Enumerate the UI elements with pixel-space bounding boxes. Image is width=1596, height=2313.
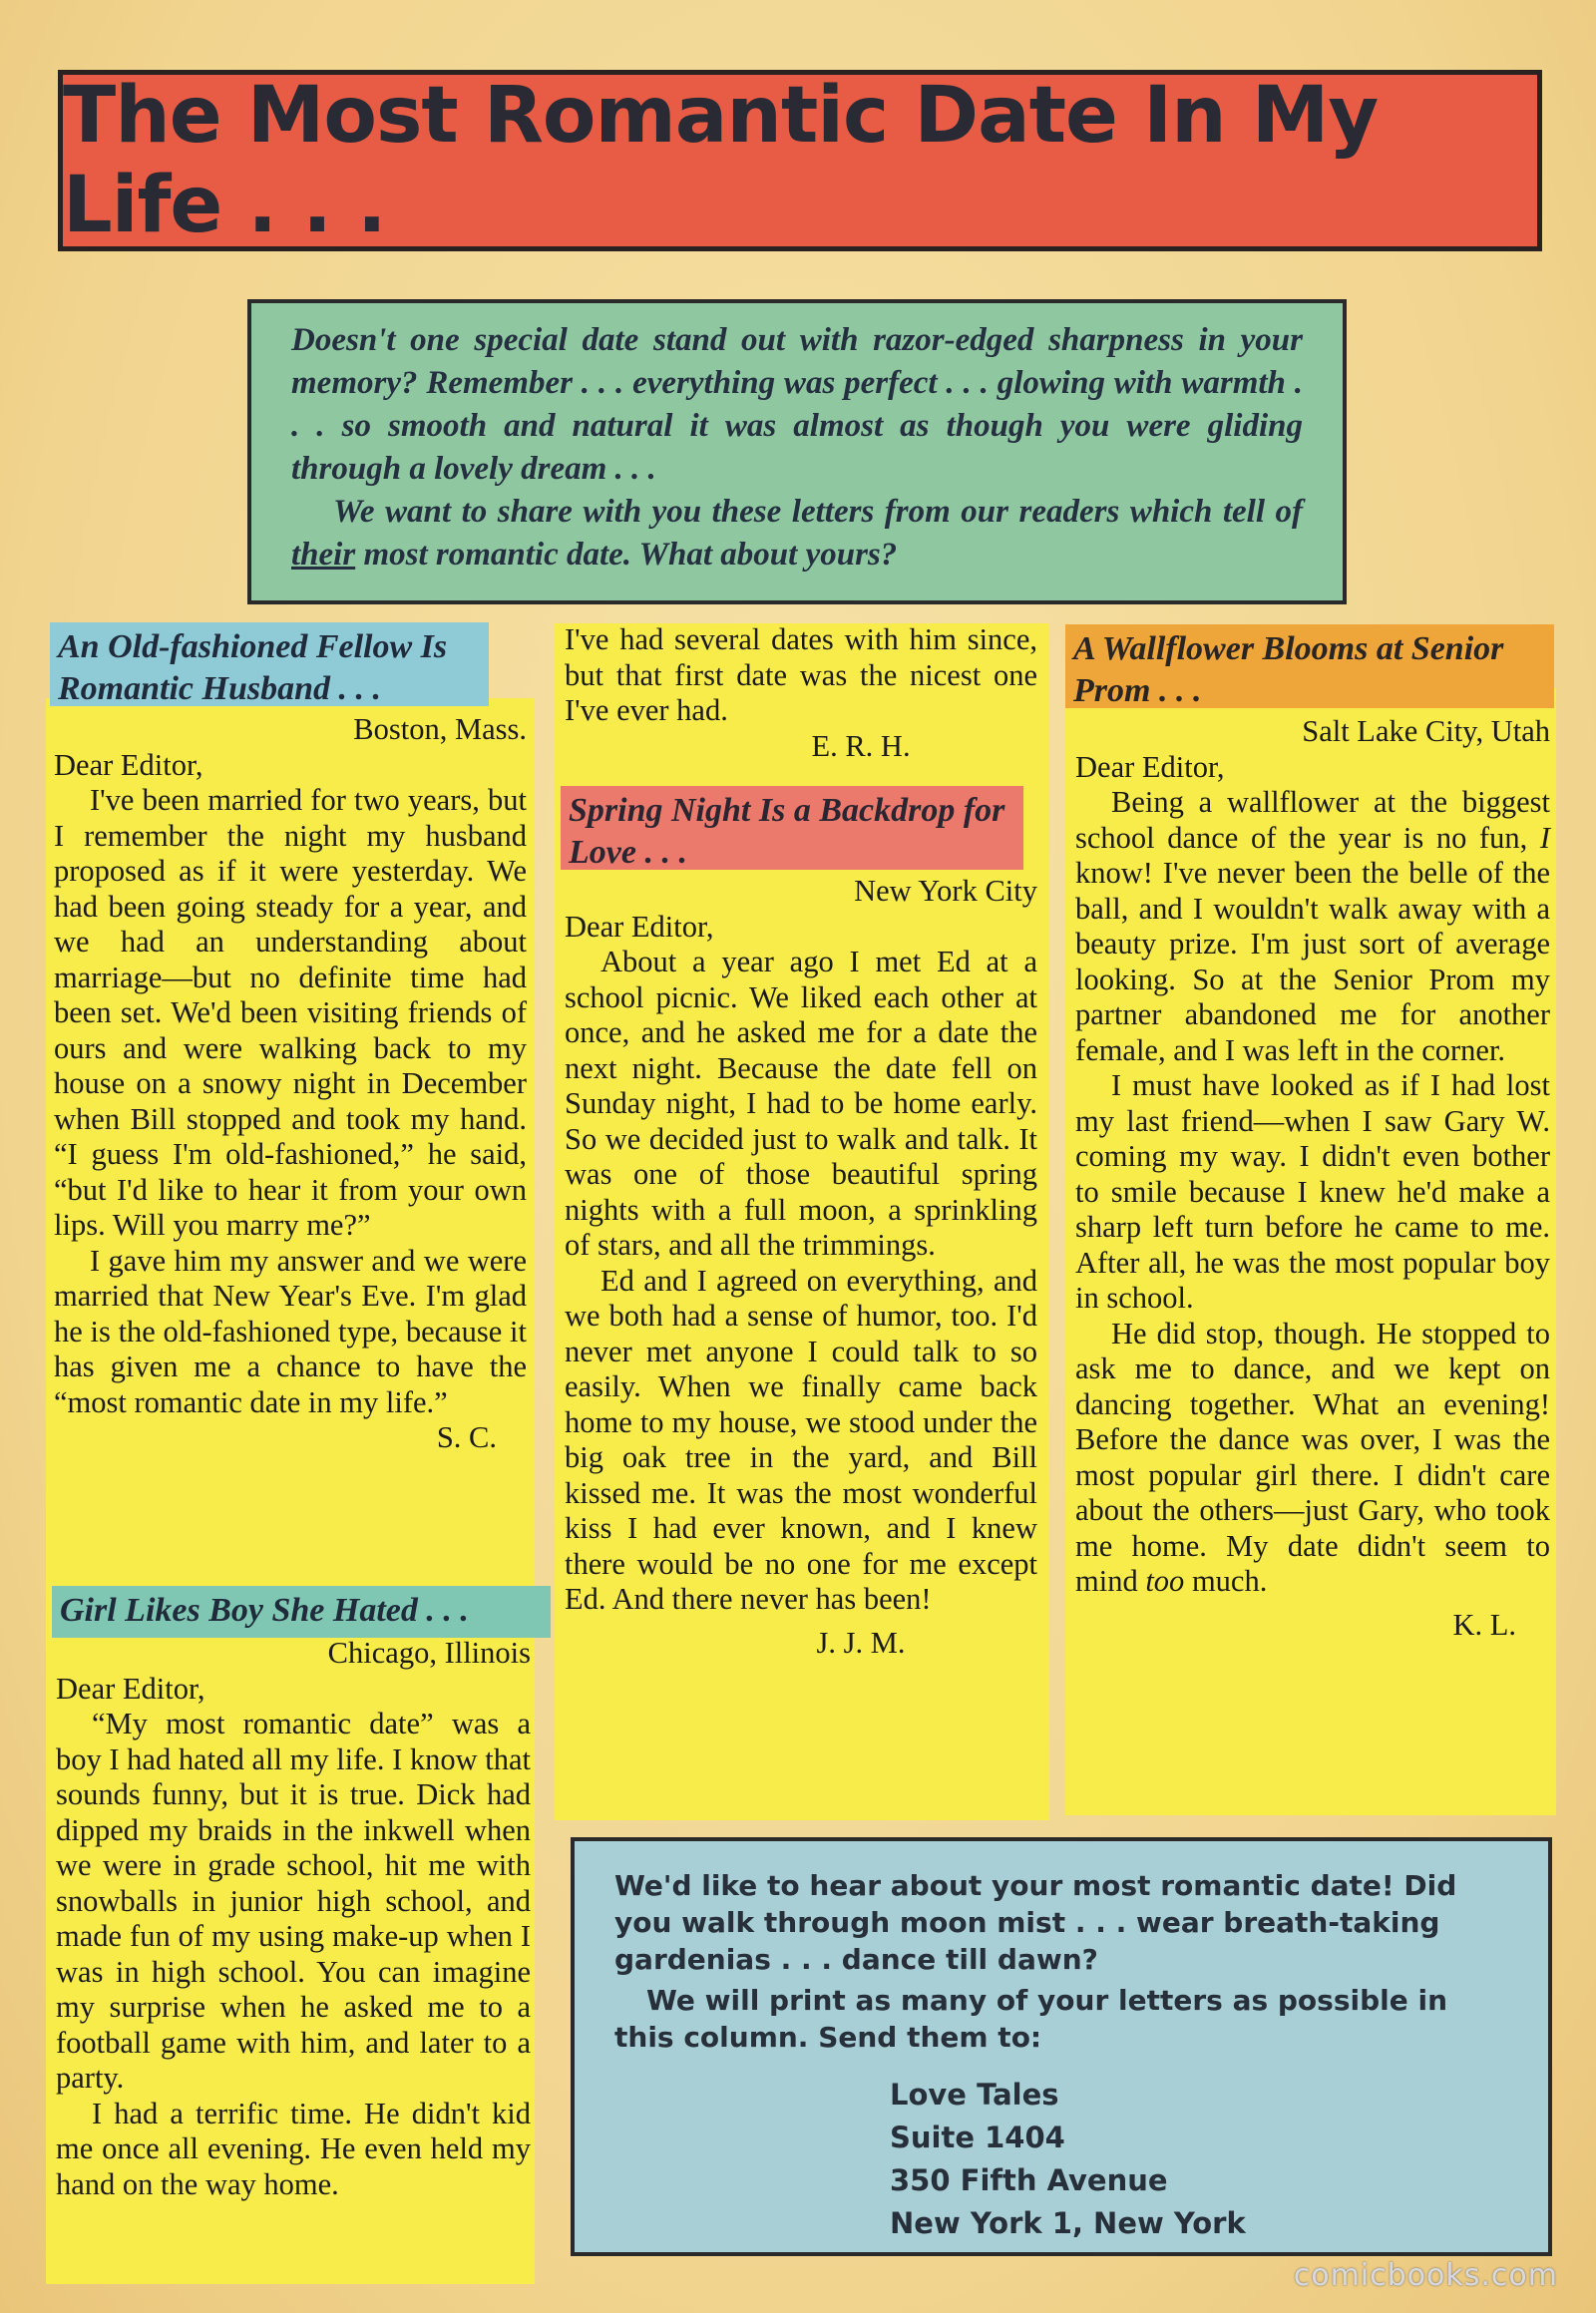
letter-heading-wallflower: A Wallflower Blooms at Senior Prom . . .	[1065, 624, 1554, 708]
letter-salutation: Dear Editor,	[1075, 749, 1225, 784]
letter-wallflower	[1075, 714, 1550, 1643]
submission-box	[571, 1837, 1552, 2256]
letter-signature: S. C.	[436, 1420, 497, 1454]
watermark: comicbooks.com	[1293, 2258, 1558, 2293]
letter-paragraph: “My most romantic date” was a boy I had hated all my life. I know that sounds funny, but it is true. Dick had dipped my braids in the inkwell when we were in grade school, hit me with snowballs in junior high school, and made fun of my using make-up when I was in high school. You can imagine my surprise when he asked me to a football game with him, and later to a party.	[56, 1707, 532, 2095]
underlined-word: their	[291, 537, 356, 573]
title-banner	[58, 70, 1542, 251]
letter-salutation: Dear Editor,	[565, 909, 714, 944]
address-line: Love Tales	[890, 2078, 1059, 2112]
letter-place: Boston, Mass.	[353, 712, 527, 746]
address-line: New York 1, New York	[890, 2206, 1246, 2240]
letter-paragraph: I gave him my answer and we were married that New Year's Eve. I'm glad he is the old-fashioned type, because it has given me a chance to have the “most romantic date in my life.”	[54, 1243, 527, 1419]
intro-box	[247, 299, 1347, 604]
letter-paragraph: Ed and I agreed on everything, and we both had a sense of humor, too. I'd never met anyone I could talk to so easily. When we finally came back home to my house, we stood under the big oak tree in the yard, and Bill kissed me. It was the most wonderful kiss I had ever known, and I knew there would be no one for me except Ed. And there never has been!	[565, 1263, 1037, 1616]
mailing-address	[614, 2074, 1508, 2245]
letter-signature: J. J. M.	[816, 1625, 906, 1660]
letter-salutation: Dear Editor,	[54, 747, 203, 782]
letter-spring-night	[565, 874, 1037, 1661]
letter-paragraph: Being a wallflower at the biggest school dance of the year is no fun, I know! I've never been the belle of the ball, and I wouldn't walk away with a beauty prize. I'm just sort of average looking. So at the Senior Prom my partner abandoned me for another female, and I was left in the corner.	[1075, 785, 1550, 1067]
letter-salutation: Dear Editor,	[56, 1671, 205, 1706]
address-line: 350 Fifth Avenue	[890, 2163, 1168, 2197]
letter-paragraph: I must have looked as if I had lost my last friend—when I saw Gary W. coming my way. I didn't even bother to smile because I knew he'd make a sharp left turn before he came to me. After all, he was the most popular boy in school.	[1075, 1068, 1550, 1315]
letter-place: Chicago, Illinois	[327, 1636, 531, 1670]
letter-paragraph: I had a terrific time. He didn't kid me once all evening. He even held my hand on the way home.	[56, 2096, 531, 2201]
letter-heading-old-fashioned-fellow: An Old-fashioned Fellow Is Romantic Husband . . .	[50, 622, 489, 706]
letter-place: New York City	[854, 874, 1037, 908]
letter-paragraph: I've been married for two years, but I remember the night my husband proposed as if it were yesterday. We had been going steady for a year, and we had an understanding about marriage—but no definite time had been set. We'd been visiting friends of ours and were walking back to my house on a snowy night in December when Bill stopped and took my hand. “I guess I'm old-fashioned,” he said, “but I'd like to hear it from your own lips. Will you marry me?”	[54, 783, 527, 1242]
letter-old-fashioned-fellow	[54, 712, 527, 1456]
intro-paragraph-1: Doesn't one special date stand out with razor-edged sharpness in your memory? Remember . . . everything was perfect . . . glowing with warmth . . . so smooth and natural it was almost as though you were gliding through a lovely dream . . .	[291, 322, 1303, 487]
letter-heading-spring-night: Spring Night Is a Backdrop for Love . . .	[561, 786, 1023, 870]
page-title: The Most Romantic Date In My Life . . .	[63, 71, 1379, 250]
submission-paragraph: We'd like to hear about your most romantic date! Did you walk through moon mist . . . wear breath-taking gardenias . . . dance till dawn?	[614, 1869, 1457, 1976]
letter-girl-likes-boy-continued	[565, 622, 1037, 764]
letter-paragraph: About a year ago I met Ed at a school picnic. We liked each other at once, and he asked me for a date the next night. Because the date fell on Sunday night, I had to be home early. So we decided just to walk and talk. It was one of those beautiful spring nights with a full moon, a sprinkling of stars, and all the trimmings.	[565, 945, 1037, 1262]
letter-paragraph: I've had several dates with him since, but that first date was the nicest one I've ever had.	[565, 622, 1037, 727]
letter-signature: K. L.	[1452, 1607, 1516, 1642]
intro-paragraph-2: We want to share with you these letters from our readers which tell of their most romantic date. What about yours?	[291, 494, 1303, 573]
letter-girl-likes-boy	[56, 1636, 531, 2202]
letter-place: Salt Lake City, Utah	[1302, 714, 1550, 748]
submission-paragraph: We will print as many of your letters as possible in this column. Send them to:	[614, 1984, 1448, 2054]
letter-signature: E. R. H.	[811, 728, 911, 763]
address-line: Suite 1404	[890, 2120, 1065, 2154]
letter-heading-girl-likes-boy: Girl Likes Boy She Hated . . .	[52, 1586, 551, 1638]
letter-paragraph: He did stop, though. He stopped to ask me to dance, and we kept on dancing together. What an evening! Before the dance was over, I was the most popular girl there. I didn't care about the others—just Gary, who took me home. My date didn't seem to mind too much.	[1075, 1316, 1550, 1598]
